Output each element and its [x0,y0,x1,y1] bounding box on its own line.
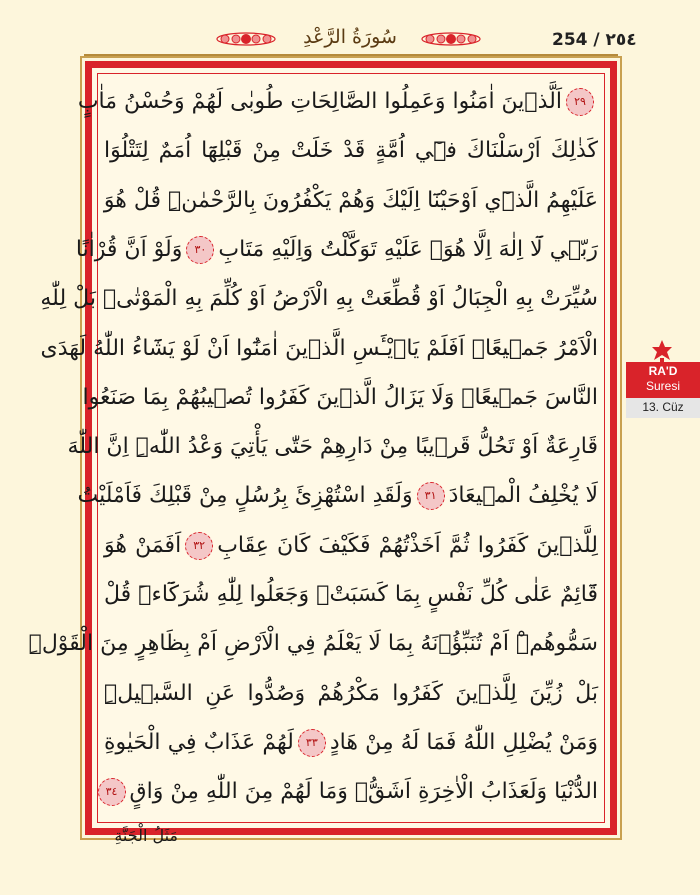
surah-name: سُورَةُ الرَّعْدِ [303,26,397,48]
text-line [28,618,598,670]
verse-text: وَمَنْ يُضْلِلِ اللّٰهُ فَمَا لَهُ مِنْ هَادٍ [329,729,598,755]
verse-text: بَلْ زُيِّنَ لِلَّذ۪ينَ كَفَرُوا مَكْرُهُمْ وَصُدُّوا عَنِ السَّب۪يلِۜ [104,680,598,706]
rosette-ornament-icon [420,30,482,48]
text-line [104,766,598,818]
text-line [104,569,598,621]
verse-text: رَبّ۪ي لَٓا اِلٰهَ اِلَّا هُوَۚ عَلَيْهِ تَوَكَّلْتُ وَاِلَيْهِ مَتَابِ [218,236,598,262]
verse-text: النَّاسَ جَم۪يعًاۜ وَلَا يَزَالُ الَّذ۪ينَ كَفَرُوا تُص۪يبُهُمْ بِمَا صَنَعُوا [82,384,598,410]
text-line [40,323,598,375]
ayah-number-marker: ٢٩ [566,88,594,116]
ayah-number-marker: ٣٤ [98,778,126,806]
verse-text: عَلَيْهِمُ الَّذ۪ٓي اَوْحَيْنَٓا اِلَيْكَ وَهُمْ يَكْفُرُونَ بِالرَّحْمٰنِۜ قُلْ هُوَ [103,187,598,213]
side-tab-suresi-label: Suresi [645,379,680,393]
ayah-number-marker: ٣٣ [298,729,326,757]
catchword: مَثَلُ الْجَنَّةِ [114,826,178,845]
text-line [104,520,598,572]
text-line [104,125,598,177]
verse-text: وَلَوْ اَنَّ قُرْاٰنًا [75,236,183,262]
verse-text: قَٓائِمٌ عَلٰى كُلِّ نَفْسٍ بِمَا كَسَبَتْۚ وَجَعَلُوا لِلّٰهِ شُرَكَٓاءَۜ قُلْ [104,582,598,607]
verse-text: كَذٰلِكَ اَرْسَلْنَاكَ ف۪ٓي اُمَّةٍ قَدْ خَلَتْ مِنْ قَبْلِهَٓا اُمَمٌ لِتَتْلُوَا [104,138,598,164]
rosette-ornament-icon [215,30,277,48]
text-line [75,224,598,276]
quran-text-area [28,76,598,816]
verse-text: سَمُّوهُمْۜ اَمْ تُنَبِّؤُ۫نَهُ بِمَا لَا يَعْلَمُ فِي الْاَرْضِ اَمْ بِظَاهِرٍ مِنَ الْقَوْلِۜ [28,631,598,657]
text-line [82,372,598,424]
ayah-number-marker: ٣٠ [186,236,214,264]
side-tab-juz-label: 13. Cüz [642,400,684,414]
page-header [0,0,700,58]
verse-text: سُيِّرَتْ بِهِ الْجِبَالُ اَوْ قُطِّعَتْ بِهِ الْاَرْضُ اَوْ كُلِّمَ بِهِ الْمَوْتٰىۜ بَلْ لِلّٰهِ [40,286,598,312]
text-line [40,273,598,325]
verse-text: قَارِعَةٌ اَوْ تَحُلُّ قَر۪يبًا مِنْ دَارِهِمْ حَتّٰى يَأْتِيَ وَعْدُ اللّٰهِۜ اِنَّ اللّٰهَ [67,434,598,460]
text-line [104,175,598,227]
verse-text: اَلَّذ۪ينَ اٰمَنُوا وَعَمِلُوا الصَّالِحَاتِ طُوبٰى لَهُمْ وَحُسْنُ مَاٰبٍ [77,89,562,114]
side-tab-surah-name: RA'D [648,364,678,378]
text-line [77,76,598,128]
ayah-number-marker: ٣١ [417,482,445,510]
verse-text: وَلَقَدِ اسْتُهْزِئَ بِرُسُلٍ مِنْ قَبْلِكَ فَاَمْلَيْتُ [77,483,413,509]
surah-side-tab[interactable] [626,340,700,414]
verse-text: لِلَّذ۪ينَ كَفَرُوا ثُمَّ اَخَذْتُهُمْ فَكَيْفَ كَانَ عِقَابِ [217,532,598,558]
ayah-number-marker: ٣٢ [185,532,213,560]
verse-text: لَا يُخْلِفُ الْم۪يعَادَ [448,483,598,509]
verse-text: اَفَمَنْ هُوَ [104,532,182,558]
page-number: 254 / ٢٥٤ [552,30,637,50]
verse-text: الدُّنْيَا وَلَعَذَابُ الْاٰخِرَةِ اَشَقُّۚ وَمَا لَهُمْ مِنَ اللّٰهِ مِنْ وَاقٍ [129,779,598,805]
text-line [104,668,598,720]
text-line [77,470,598,522]
verse-text: الْاَمْرُ جَم۪يعًاۜ اَفَلَمْ يَا۬يْـَٔسِ الَّذ۪ينَ اٰمَنُٓوا اَنْ لَوْ يَشَٓاءُ اللّٰهُ لَهَدَى [40,335,598,361]
text-line [67,421,598,473]
verse-text: لَهُمْ عَذَابٌ فِي الْحَيٰوةِ [104,729,294,755]
text-line [104,717,598,769]
